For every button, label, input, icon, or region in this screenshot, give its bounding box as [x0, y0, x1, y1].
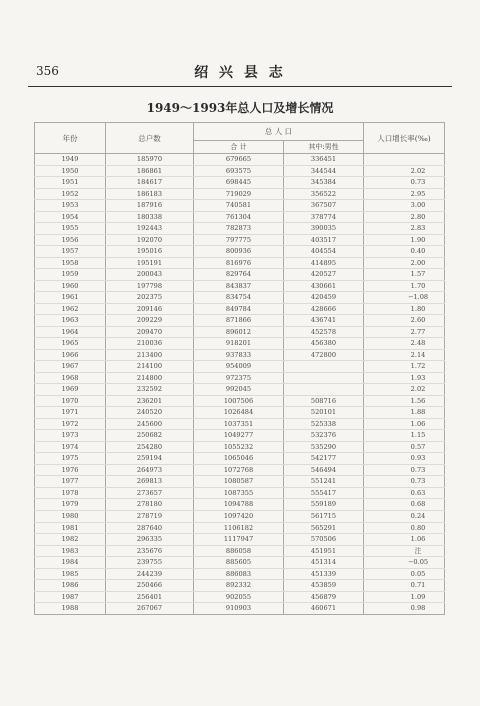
table-row — [35, 211, 445, 223]
year-cell: 1970 — [35, 395, 106, 407]
table-row — [35, 568, 445, 580]
total-population-cell: 829764 — [194, 269, 284, 281]
year-cell: 1962 — [35, 303, 106, 315]
male-population-cell: 570506 — [284, 534, 364, 546]
year-cell: 1957 — [35, 246, 106, 258]
male-population-cell: 456879 — [284, 591, 364, 603]
column-header-total: 合 计 — [194, 141, 284, 154]
growth-rate-cell: 0.93 — [364, 453, 445, 465]
households-cell: 269813 — [106, 476, 194, 488]
table-row — [35, 557, 445, 569]
households-cell: 296335 — [106, 534, 194, 546]
households-cell: 213400 — [106, 349, 194, 361]
growth-rate-cell: 1.70 — [364, 280, 445, 292]
growth-rate-cell: 0.73 — [364, 476, 445, 488]
male-population-cell: 472800 — [284, 349, 364, 361]
total-population-cell: 918201 — [194, 338, 284, 350]
total-population-cell: 937833 — [194, 349, 284, 361]
year-cell: 1983 — [35, 545, 106, 557]
male-population-cell: 535290 — [284, 441, 364, 453]
table-header — [35, 123, 445, 154]
households-cell: 256401 — [106, 591, 194, 603]
households-cell: 209146 — [106, 303, 194, 315]
growth-rate-cell: 0.63 — [364, 487, 445, 499]
households-cell: 232592 — [106, 384, 194, 396]
households-cell: 187916 — [106, 200, 194, 212]
table-row — [35, 534, 445, 546]
growth-rate-cell: 0.73 — [364, 464, 445, 476]
table-row — [35, 476, 445, 488]
year-cell: 1974 — [35, 441, 106, 453]
table-title: 1949～1993年总人口及增长情况 — [146, 101, 334, 115]
year-cell: 1977 — [35, 476, 106, 488]
households-cell: 287640 — [106, 522, 194, 534]
growth-rate-cell: 1.57 — [364, 269, 445, 281]
households-cell: 254280 — [106, 441, 194, 453]
year-cell: 1958 — [35, 257, 106, 269]
total-population-cell: 886083 — [194, 568, 284, 580]
male-population-cell: 508716 — [284, 395, 364, 407]
households-cell: 259194 — [106, 453, 194, 465]
year-cell: 1979 — [35, 499, 106, 511]
growth-rate-cell: 0.98 — [364, 603, 445, 615]
total-population-cell: 1117947 — [194, 534, 284, 546]
column-header-growth: 人口增长率(‰) — [364, 123, 445, 154]
page-number: 356 — [36, 64, 59, 78]
growth-rate-cell: −1.08 — [364, 292, 445, 304]
year-cell: 1980 — [35, 510, 106, 522]
year-cell: 1966 — [35, 349, 106, 361]
growth-rate-cell: 1.06 — [364, 534, 445, 546]
male-population-cell: 452578 — [284, 326, 364, 338]
year-cell: 1987 — [35, 591, 106, 603]
table-row — [35, 280, 445, 292]
column-header-population: 总 人 口 — [194, 123, 364, 141]
male-population-cell: 525338 — [284, 418, 364, 430]
growth-rate-cell: 1.72 — [364, 361, 445, 373]
total-population-cell: 1097420 — [194, 510, 284, 522]
table-row — [35, 418, 445, 430]
year-cell: 1964 — [35, 326, 106, 338]
male-population-cell: 520101 — [284, 407, 364, 419]
table-row — [35, 338, 445, 350]
growth-rate-cell: 0.40 — [364, 246, 445, 258]
growth-rate-cell: 3.00 — [364, 200, 445, 212]
year-cell: 1981 — [35, 522, 106, 534]
table-row — [35, 395, 445, 407]
households-cell: 186861 — [106, 165, 194, 177]
total-population-cell: 972375 — [194, 372, 284, 384]
table-row — [35, 315, 445, 327]
growth-rate-cell: 1.80 — [364, 303, 445, 315]
table-row — [35, 223, 445, 235]
male-population-cell — [284, 384, 364, 396]
population-table — [34, 122, 445, 615]
male-population-cell: 430661 — [284, 280, 364, 292]
growth-rate-cell: 1.93 — [364, 372, 445, 384]
running-title: 绍 兴 县 志 — [194, 65, 286, 81]
year-cell: 1953 — [35, 200, 106, 212]
households-cell: 195016 — [106, 246, 194, 258]
total-population-cell: 740581 — [194, 200, 284, 212]
table-row — [35, 384, 445, 396]
male-population-cell: 565291 — [284, 522, 364, 534]
table-row — [35, 430, 445, 442]
male-population-cell: 428666 — [284, 303, 364, 315]
year-cell: 1960 — [35, 280, 106, 292]
male-population-cell: 436741 — [284, 315, 364, 327]
male-population-cell: 460671 — [284, 603, 364, 615]
households-cell: 195191 — [106, 257, 194, 269]
total-population-cell: 816976 — [194, 257, 284, 269]
total-population-cell: 910903 — [194, 603, 284, 615]
year-cell: 1967 — [35, 361, 106, 373]
total-population-cell: 1065046 — [194, 453, 284, 465]
total-population-cell: 693575 — [194, 165, 284, 177]
households-cell: 245600 — [106, 418, 194, 430]
total-population-cell: 1055232 — [194, 441, 284, 453]
total-population-cell: 1080587 — [194, 476, 284, 488]
growth-rate-cell — [364, 154, 445, 166]
growth-rate-cell: 1.06 — [364, 418, 445, 430]
table-row — [35, 349, 445, 361]
male-population-cell: 336451 — [284, 154, 364, 166]
page-header — [28, 62, 452, 84]
households-cell: 239755 — [106, 557, 194, 569]
growth-rate-cell: 2.95 — [364, 188, 445, 200]
growth-rate-cell: 0.05 — [364, 568, 445, 580]
growth-rate-cell: 2.60 — [364, 315, 445, 327]
households-cell: 250682 — [106, 430, 194, 442]
male-population-cell: 546494 — [284, 464, 364, 476]
table-row — [35, 188, 445, 200]
households-cell: 278719 — [106, 510, 194, 522]
year-cell: 1950 — [35, 165, 106, 177]
male-population-cell: 420527 — [284, 269, 364, 281]
total-population-cell: 849784 — [194, 303, 284, 315]
total-population-cell: 797775 — [194, 234, 284, 246]
table-row — [35, 603, 445, 615]
households-cell: 202375 — [106, 292, 194, 304]
growth-rate-cell: 1.15 — [364, 430, 445, 442]
households-cell: 197798 — [106, 280, 194, 292]
households-cell: 244239 — [106, 568, 194, 580]
total-population-cell: 719029 — [194, 188, 284, 200]
male-population-cell: 532376 — [284, 430, 364, 442]
male-population-cell: 451314 — [284, 557, 364, 569]
column-header-male: 其中:男性 — [284, 141, 364, 154]
total-population-cell: 886058 — [194, 545, 284, 557]
male-population-cell: 345384 — [284, 177, 364, 189]
year-cell: 1968 — [35, 372, 106, 384]
growth-rate-cell: 1.56 — [364, 395, 445, 407]
growth-rate-cell: 2.77 — [364, 326, 445, 338]
households-cell: 209470 — [106, 326, 194, 338]
male-population-cell: 551241 — [284, 476, 364, 488]
table-row — [35, 499, 445, 511]
total-population-cell: 1106182 — [194, 522, 284, 534]
total-population-cell: 1037351 — [194, 418, 284, 430]
year-cell: 1949 — [35, 154, 106, 166]
table-row — [35, 407, 445, 419]
total-population-cell: 1049277 — [194, 430, 284, 442]
male-population-cell: 367507 — [284, 200, 364, 212]
table-row — [35, 453, 445, 465]
table-row — [35, 257, 445, 269]
households-cell: 264973 — [106, 464, 194, 476]
table-row — [35, 269, 445, 281]
growth-rate-cell: 0.71 — [364, 580, 445, 592]
male-population-cell: 561715 — [284, 510, 364, 522]
male-population-cell: 453859 — [284, 580, 364, 592]
households-cell: 240520 — [106, 407, 194, 419]
year-cell: 1955 — [35, 223, 106, 235]
households-cell: 192070 — [106, 234, 194, 246]
table-row — [35, 200, 445, 212]
year-cell: 1965 — [35, 338, 106, 350]
table-row — [35, 545, 445, 557]
total-population-cell: 782873 — [194, 223, 284, 235]
table-row — [35, 522, 445, 534]
table-row — [35, 303, 445, 315]
column-header-year: 年份 — [35, 123, 106, 154]
year-cell: 1982 — [35, 534, 106, 546]
year-cell: 1972 — [35, 418, 106, 430]
households-cell: 235676 — [106, 545, 194, 557]
growth-rate-cell: 2.14 — [364, 349, 445, 361]
header-rule — [28, 86, 452, 87]
male-population-cell: 414895 — [284, 257, 364, 269]
table-row — [35, 580, 445, 592]
year-cell: 1969 — [35, 384, 106, 396]
year-cell: 1978 — [35, 487, 106, 499]
year-cell: 1988 — [35, 603, 106, 615]
total-population-cell: 992045 — [194, 384, 284, 396]
table-body — [35, 154, 445, 615]
male-population-cell: 404554 — [284, 246, 364, 258]
total-population-cell: 902055 — [194, 591, 284, 603]
households-cell: 278180 — [106, 499, 194, 511]
year-cell: 1976 — [35, 464, 106, 476]
year-cell: 1963 — [35, 315, 106, 327]
households-cell: 214800 — [106, 372, 194, 384]
households-cell: 210036 — [106, 338, 194, 350]
table-row — [35, 234, 445, 246]
male-population-cell: 456380 — [284, 338, 364, 350]
growth-rate-cell: 2.02 — [364, 384, 445, 396]
total-population-cell: 679665 — [194, 154, 284, 166]
growth-rate-cell: 2.83 — [364, 223, 445, 235]
total-population-cell: 1087355 — [194, 487, 284, 499]
households-cell: 180338 — [106, 211, 194, 223]
growth-rate-cell: 注 — [364, 545, 445, 557]
table-row — [35, 177, 445, 189]
households-cell: 192443 — [106, 223, 194, 235]
table-row — [35, 487, 445, 499]
total-population-cell: 896012 — [194, 326, 284, 338]
male-population-cell: 542177 — [284, 453, 364, 465]
year-cell: 1954 — [35, 211, 106, 223]
table-row — [35, 361, 445, 373]
growth-rate-cell: 0.57 — [364, 441, 445, 453]
table-row — [35, 292, 445, 304]
growth-rate-cell: −0.05 — [364, 557, 445, 569]
total-population-cell: 1072768 — [194, 464, 284, 476]
households-cell: 209229 — [106, 315, 194, 327]
year-cell: 1986 — [35, 580, 106, 592]
total-population-cell: 761304 — [194, 211, 284, 223]
growth-rate-cell: 1.90 — [364, 234, 445, 246]
total-population-cell: 954009 — [194, 361, 284, 373]
total-population-cell: 871866 — [194, 315, 284, 327]
total-population-cell: 843837 — [194, 280, 284, 292]
male-population-cell: 555417 — [284, 487, 364, 499]
male-population-cell: 451339 — [284, 568, 364, 580]
male-population-cell: 451951 — [284, 545, 364, 557]
total-population-cell: 1094788 — [194, 499, 284, 511]
growth-rate-cell: 2.00 — [364, 257, 445, 269]
male-population-cell: 378774 — [284, 211, 364, 223]
year-cell: 1973 — [35, 430, 106, 442]
year-cell: 1961 — [35, 292, 106, 304]
male-population-cell — [284, 361, 364, 373]
total-population-cell: 800936 — [194, 246, 284, 258]
growth-rate-cell: 2.48 — [364, 338, 445, 350]
table-row — [35, 165, 445, 177]
male-population-cell: 344544 — [284, 165, 364, 177]
year-cell: 1959 — [35, 269, 106, 281]
households-cell: 186183 — [106, 188, 194, 200]
table-row — [35, 246, 445, 258]
table-row — [35, 464, 445, 476]
growth-rate-cell: 0.24 — [364, 510, 445, 522]
total-population-cell: 892332 — [194, 580, 284, 592]
total-population-cell: 1007506 — [194, 395, 284, 407]
growth-rate-cell: 0.73 — [364, 177, 445, 189]
table-row — [35, 441, 445, 453]
households-cell: 184617 — [106, 177, 194, 189]
male-population-cell: 356522 — [284, 188, 364, 200]
year-cell: 1951 — [35, 177, 106, 189]
households-cell: 267067 — [106, 603, 194, 615]
year-cell: 1971 — [35, 407, 106, 419]
total-population-cell: 885605 — [194, 557, 284, 569]
growth-rate-cell: 2.02 — [364, 165, 445, 177]
households-cell: 236201 — [106, 395, 194, 407]
growth-rate-cell: 1.88 — [364, 407, 445, 419]
year-cell: 1985 — [35, 568, 106, 580]
growth-rate-cell: 1.09 — [364, 591, 445, 603]
male-population-cell — [284, 372, 364, 384]
total-population-cell: 834754 — [194, 292, 284, 304]
year-cell: 1975 — [35, 453, 106, 465]
table-row — [35, 591, 445, 603]
male-population-cell: 403517 — [284, 234, 364, 246]
households-cell: 273657 — [106, 487, 194, 499]
year-cell: 1952 — [35, 188, 106, 200]
growth-rate-cell: 0.68 — [364, 499, 445, 511]
households-cell: 250466 — [106, 580, 194, 592]
total-population-cell: 698445 — [194, 177, 284, 189]
households-cell: 200043 — [106, 269, 194, 281]
male-population-cell: 559189 — [284, 499, 364, 511]
year-cell: 1956 — [35, 234, 106, 246]
male-population-cell: 390035 — [284, 223, 364, 235]
male-population-cell: 420459 — [284, 292, 364, 304]
households-cell: 214100 — [106, 361, 194, 373]
table-row — [35, 326, 445, 338]
households-cell: 185970 — [106, 154, 194, 166]
growth-rate-cell: 0.80 — [364, 522, 445, 534]
growth-rate-cell: 2.80 — [364, 211, 445, 223]
table-row — [35, 510, 445, 522]
table-row — [35, 154, 445, 166]
column-header-households: 总户数 — [106, 123, 194, 154]
year-cell: 1984 — [35, 557, 106, 569]
total-population-cell: 1026484 — [194, 407, 284, 419]
table-row — [35, 372, 445, 384]
